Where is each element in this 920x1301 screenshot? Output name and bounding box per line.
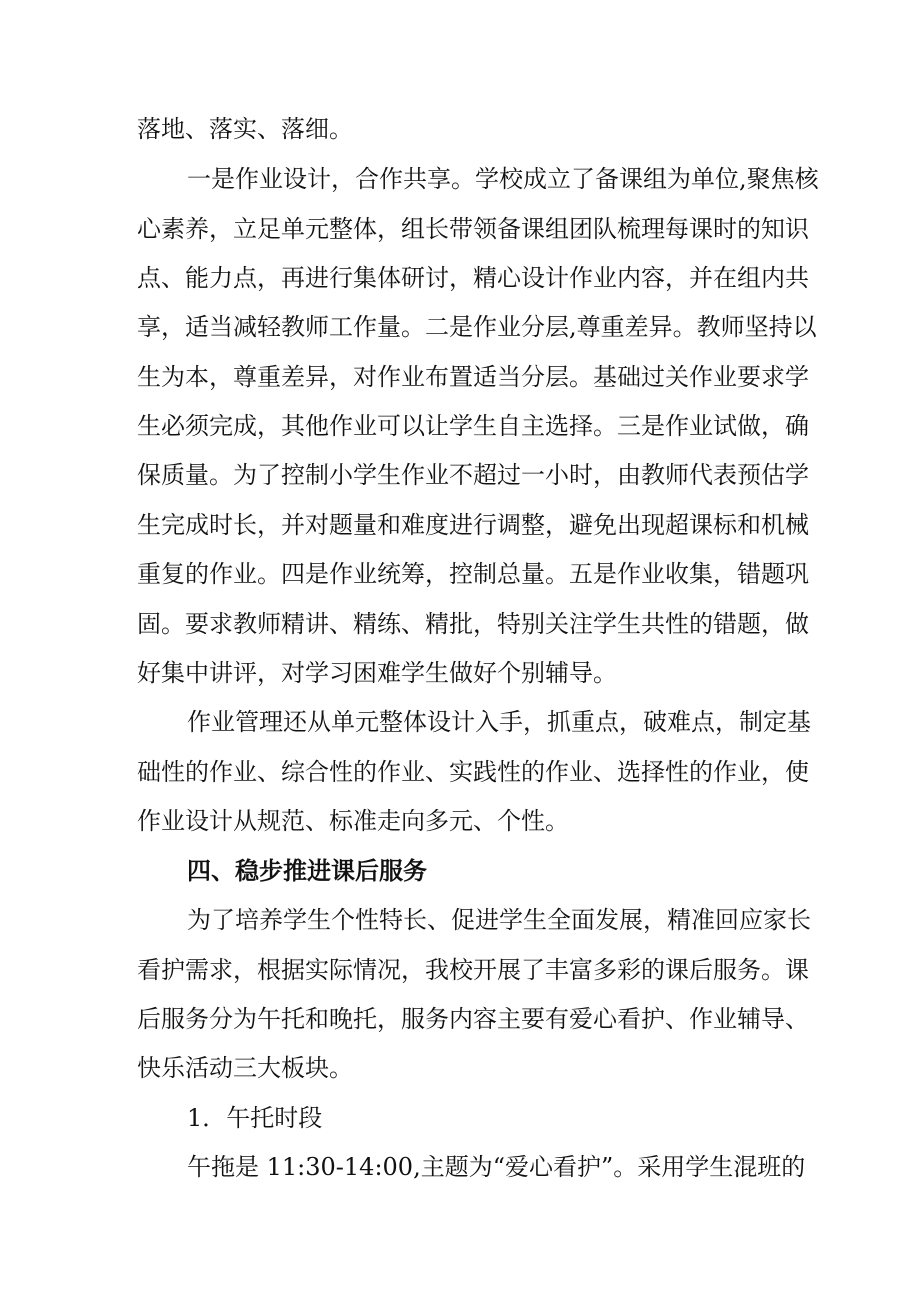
paragraph-3-line-2: 看护需求，根据实际情况，我校开展了丰富多彩的课后服务。课	[137, 956, 809, 984]
paragraph-1-line-11: 好集中讲评，对学习困难学生做好个别辅导。	[137, 659, 617, 687]
paragraph-1-line-6: 生必须完成，其他作业可以让学生自主选择。三是作业试做，确	[137, 412, 809, 440]
paragraph-1-line-3: 点、能力点，再进行集体研讨，精心设计作业内容，并在组内共	[137, 264, 809, 292]
paragraph-1-line-8: 生完成时长，并对题量和难度进行调整，避免出现超课标和机械	[137, 511, 809, 539]
section-heading: 四、稳步推进课后服务	[187, 857, 427, 885]
paragraph-4-line-1: 午拖是 11:30-14:00,主题为“爱心看护”。采用学生混班的	[187, 1153, 806, 1181]
paragraph-3-line-1: 为了培养学生个性特长、促进学生全面发展，精准回应家长	[187, 906, 811, 934]
paragraph-1-line-4: 享，适当减轻教师工作量。二是作业分层,尊重差异。教师坚持以	[137, 313, 817, 341]
paragraph-1-line-9: 重复的作业。四是作业统筹，控制总量。五是作业收集，错题巩	[137, 560, 809, 588]
subheading-noon-care: 1．午托时段	[187, 1104, 323, 1132]
paragraph-3-line-4: 快乐活动三大板块。	[137, 1054, 353, 1082]
paragraph-1-line-10: 固。要求教师精讲、精练、精批，特别关注学生共性的错题，做	[137, 610, 809, 638]
paragraph-2-line-2: 础性的作业、综合性的作业、实践性的作业、选择性的作业，使	[137, 758, 809, 786]
paragraph-1-line-1: 一是作业设计，合作共享。学校成立了备课组为单位,聚焦核	[187, 165, 819, 193]
paragraph-1-line-2: 心素养，立足单元整体，组长带领备课组团队梳理每课时的知识	[137, 215, 809, 243]
paragraph-3-line-3: 后服务分为午托和晚托，服务内容主要有爱心看护、作业辅导、	[137, 1005, 809, 1033]
text-line-1: 落地、落实、落细。	[137, 115, 353, 143]
paragraph-2-line-3: 作业设计从规范、标准走向多元、个性。	[137, 807, 569, 835]
paragraph-2-line-1: 作业管理还从单元整体设计入手，抓重点，破难点，制定基	[187, 708, 811, 736]
paragraph-1-line-7: 保质量。为了控制小学生作业不超过一小时，由教师代表预估学	[137, 461, 809, 489]
paragraph-1-line-5: 生为本，尊重差异，对作业布置适当分层。基础过关作业要求学	[137, 363, 809, 391]
